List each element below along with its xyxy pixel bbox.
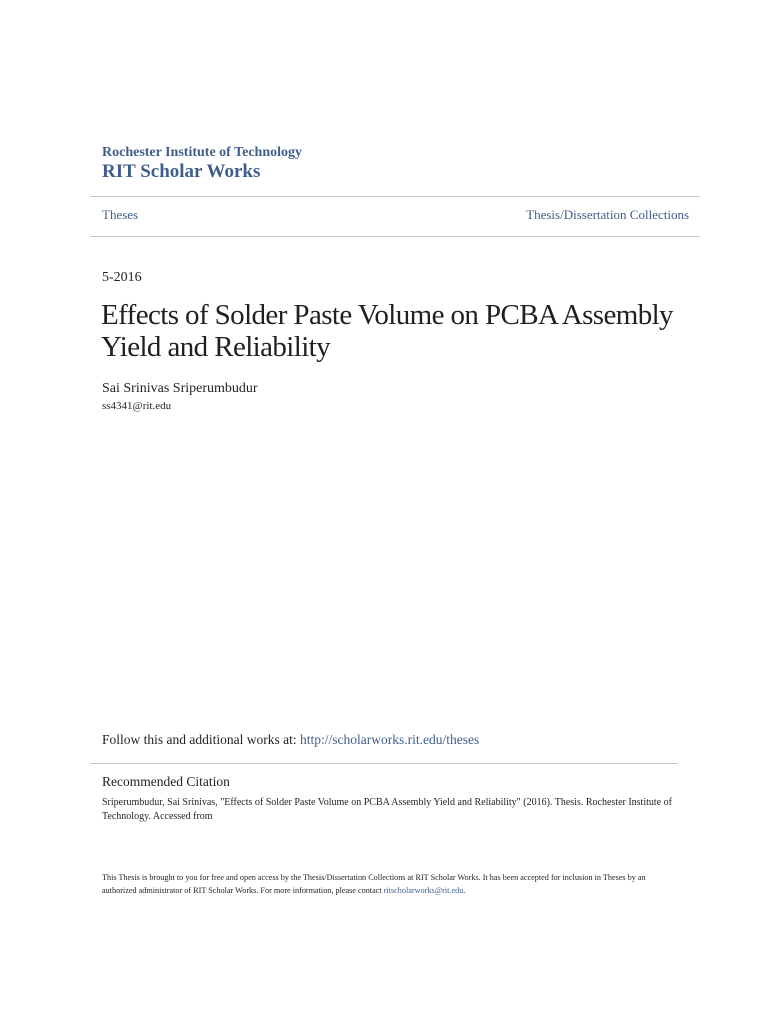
nav-divider [90, 236, 700, 237]
follow-url-link[interactable]: http://scholarworks.rit.edu/theses [300, 732, 480, 747]
top-divider [90, 196, 700, 197]
author-email: ss4341@rit.edu [102, 400, 172, 412]
contact-email-link[interactable]: ritscholarworks@rit.edu [383, 886, 464, 895]
follow-line [102, 732, 479, 748]
institution-name: Rochester Institute of Technology [102, 145, 303, 160]
collections-link[interactable]: Thesis/Dissertation Collections [526, 207, 689, 222]
publication-date: 5-2016 [102, 270, 142, 285]
access-notice [102, 871, 672, 897]
notice-suffix: . [463, 886, 466, 895]
citation-text: Sriperumbudur, Sai Srinivas, "Effects of Solder Paste Volume on PCBA Assembly Yield and Reliability" (2016). Thesis. Rochester Institute of Technology. Accessed from [102, 797, 672, 822]
document-title: Effects of Solder Paste Volume on PCBA Assembly Yield and Reliability [101, 299, 673, 363]
citation-divider [90, 763, 678, 764]
notice-text: This Thesis is brought to you for free and open access by the Thesis/Dissertation Collections at RIT Scholar Works. It has been accepted for inclusion in Theses by an authorized administrator of RIT Scholar Works. For more information, please contact [102, 873, 646, 895]
follow-prefix: Follow this and additional works at: [102, 732, 300, 747]
author-name: Sai Srinivas Sriperumbudur [102, 381, 258, 396]
repository-name[interactable]: RIT Scholar Works [102, 161, 261, 182]
citation-heading: Recommended Citation [102, 774, 230, 789]
theses-link[interactable]: Theses [102, 207, 139, 222]
